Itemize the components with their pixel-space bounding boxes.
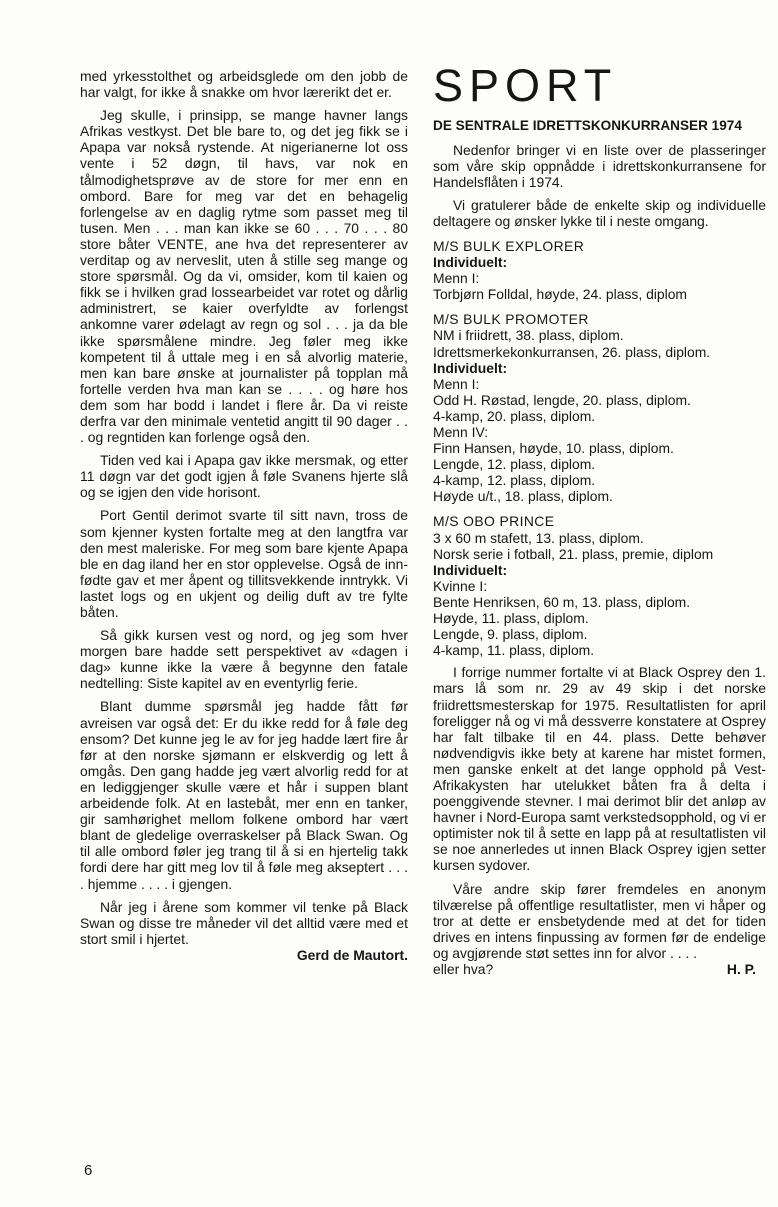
- team-result-line: 3 x 60 m stafett, 13. plass, diplom.: [433, 529, 644, 546]
- intro-paragraph-2: Vi gratulerer både de enkelte skip og individuelle deltagere og ønsker lykke til i neste omgang.: [433, 196, 766, 229]
- result-line: Lengde, 12. plass, diplom.: [433, 456, 596, 473]
- paragraph-4: Port Gentil derimot svarte til sitt navn, tross de som kjenner kysten fortalte meg at den langtfra var den mest maleriske. For meg som bare kjente Apapa ble en dag iland her en stor opplevelse. Også de innfødte gav et mer åpent og tillitsvekkende inntrykk. Vi lastet logs og en ukjent og deilig duft av tre fylte båten.: [80, 507, 408, 620]
- author-initials: H. P.: [726, 961, 756, 977]
- paragraph-1: med yrkesstolthet og arbeidsglede om den jobb de har valgt, for ikke å snakke om hvor lærerikt det er.: [80, 68, 408, 101]
- result-line: Menn I:: [433, 375, 480, 392]
- result-line: 4-kamp, 20. plass, diplom.: [433, 407, 596, 424]
- right-column: [433, 62, 766, 977]
- ship-results-obo-prince: [433, 513, 766, 658]
- ship-name: M/S OBO PRINCE: [433, 513, 555, 530]
- result-line: Menn I:: [433, 270, 480, 287]
- result-line: Menn IV:: [433, 424, 489, 440]
- paragraph-3: Tiden ved kai i Apapa gav ikke mersmak, og etter 11 døgn var det godt igjen å føle Svanens hjerte slå og se igjen den vide horisont.: [80, 452, 408, 501]
- ship-results-bulk-explorer: [433, 238, 766, 302]
- team-result-line: Idrettsmerkekonkurransen, 26. plass, diplom.: [433, 343, 711, 360]
- team-result-line: Norsk serie i fotball, 21. plass, premie, diplom: [433, 545, 714, 562]
- result-line: Odd H. Røstad, lengde, 20. plass, diplom.: [433, 391, 691, 408]
- paragraph-5: Så gikk kursen vest og nord, og jeg som hver morgen bare hadde sett perspektivet av «dagen i dag» kunne ikke la være å begynne den fatale nedtelling: Siste kapitel av en eventyrlig ferie.: [80, 627, 408, 692]
- page-number: 6: [84, 1162, 93, 1179]
- article-subtitle: DE SENTRALE IDRETTSKONKURRANSER 1974: [433, 118, 742, 133]
- team-result-line: NM i friidrett, 38. plass, diplom.: [433, 327, 624, 344]
- left-column: [80, 68, 408, 963]
- result-line: Lengde, 9. plass, diplom.: [433, 626, 588, 643]
- individual-label: Individuelt:: [433, 359, 508, 376]
- ship-name: M/S BULK PROMOTER: [433, 311, 589, 328]
- individual-label: Individuelt:: [433, 561, 508, 578]
- closing-paragraph-2: Våre andre skip fører fremdeles en anonym tilværelse på offentlige resultatlister, men vi håper og tror at dette er ensbetydende med at det for tiden drives en intens finpussing av formen før de endelige og avgjørende støt settes inn for alvor . . . .: [433, 880, 766, 961]
- paragraph-6: Blant dumme spørsmål jeg hadde fått før avreisen var også det: Er du ikke redd for å føle deg ensom? Det kunne jeg le av for jeg hadde lært fire år før at den norske sjømann er elskverdig og lett å omgås. Den gang hadde jeg vært alvorlig redd for at en lediggjenger skulle være et hår i suppen blant arbeidende folk. At en lastebåt, mer enn en tanker, gir samhørighet mellom folkene ombord har vært blant de gledelige overraskelser på Black Swan. Og til alle ombord føler jeg trang til å si en hjertelig takk fordi dere har gitt meg lov til å føle meg akseptert . . . . hjemme . . . . i gjengen.: [80, 698, 408, 892]
- author-signature: Gerd de Mautort.: [296, 946, 408, 963]
- closing-paragraph-1: I forrige nummer fortalte vi at Black Osprey den 1. mars lå som nr. 29 av 49 skip i det norske friidrettsmesterskap for 1975. Resultatlisten for april foreligger nå og vi må dessverre konstatere at Osprey har falt tilbake til en 44. plass. Dette behøver nødvendigvis ikke bety at karene har mistet formen, men ganske enkelt at det lange opphold på Vest-Afrikakysten har utelukket båten fra å delta i poenggivende stevner. I mai derimot blir det anløp av havner i Nord-Europa samt verkstedsopphold, og vi er optimister nok til å sette en lapp på at resultatlisten vil se noe annerledes ut innen Black Osprey igjen setter kursen sydover.: [433, 664, 766, 874]
- result-line: 4-kamp, 12. plass, diplom.: [433, 472, 596, 489]
- result-line: Høyde, 11. plass, diplom.: [433, 610, 589, 627]
- ship-name: M/S BULK EXPLORER: [433, 237, 585, 254]
- result-line: Torbjørn Folldal, høyde, 24. plass, diplom: [433, 286, 687, 303]
- paragraph-2: Jeg skulle, i prinsipp, se mange havner langs Afrikas vestkyst. Det ble bare to, og det jeg fikk se i Apapa var nokså rystende. At nigerianerne lot oss vente i 52 døgn, til havs, var nok en tålmodighetsprøve av de store for mer enn en ombord. Bare for meg var det en behagelig forlengelse av en daglig rytme som passet meg til tusen. Men . . . man kan ikke se 60 . . . 70 . . . 80 store båter VENTE, ane hva det representerer av verditap og av nerveslit, uten å stille seg mange og store spørsmål. Og da vi, omsider, kom til kaien og fikk se i hvilken grad lossearbeidet var rotet og dårlig administrert, se kaier overfyldte av forlengst ankomne varer ødelagt av regn og sol . . . ja da ble ikke spørsmålene mindre. Jeg føler meg ikke kompetent til å uttale meg i en så alvorlig materie, men kan bare ønske at journalister på topplan må fortelle verden hva man kan se . . . . og høre hos dem som har bodd i landet i flere år. Da vi reiste derfra var den minimale ventetid angitt til 90 dager . . . og regntiden kan forlenge også den.: [80, 107, 408, 446]
- closing-line: [433, 961, 766, 977]
- result-line: 4-kamp, 11. plass, diplom.: [433, 642, 595, 659]
- individual-label: Individuelt:: [433, 254, 508, 271]
- ship-results-bulk-promoter: [433, 311, 766, 504]
- result-line: Høyde u/t., 18. plass, diplom.: [433, 488, 613, 505]
- result-line: Bente Henriksen, 60 m, 13. plass, diplom.: [433, 593, 691, 610]
- result-line: Finn Hansen, høyde, 10. plass, diplom.: [433, 440, 674, 457]
- intro-paragraph-1: Nedenfor bringer vi en liste over de plasseringer som våre skip oppnådde i idrettskonkurransene for Handelsflåten i 1974.: [433, 141, 766, 190]
- result-line: Kvinne I:: [433, 577, 488, 594]
- section-title: SPORT: [433, 60, 618, 111]
- paragraph-7: Når jeg i årene som kommer vil tenke på Black Swan og disse tre måneder vil det alltid være med et stort smil i hjertet.: [80, 898, 408, 947]
- closing-question: eller hva?: [433, 961, 494, 977]
